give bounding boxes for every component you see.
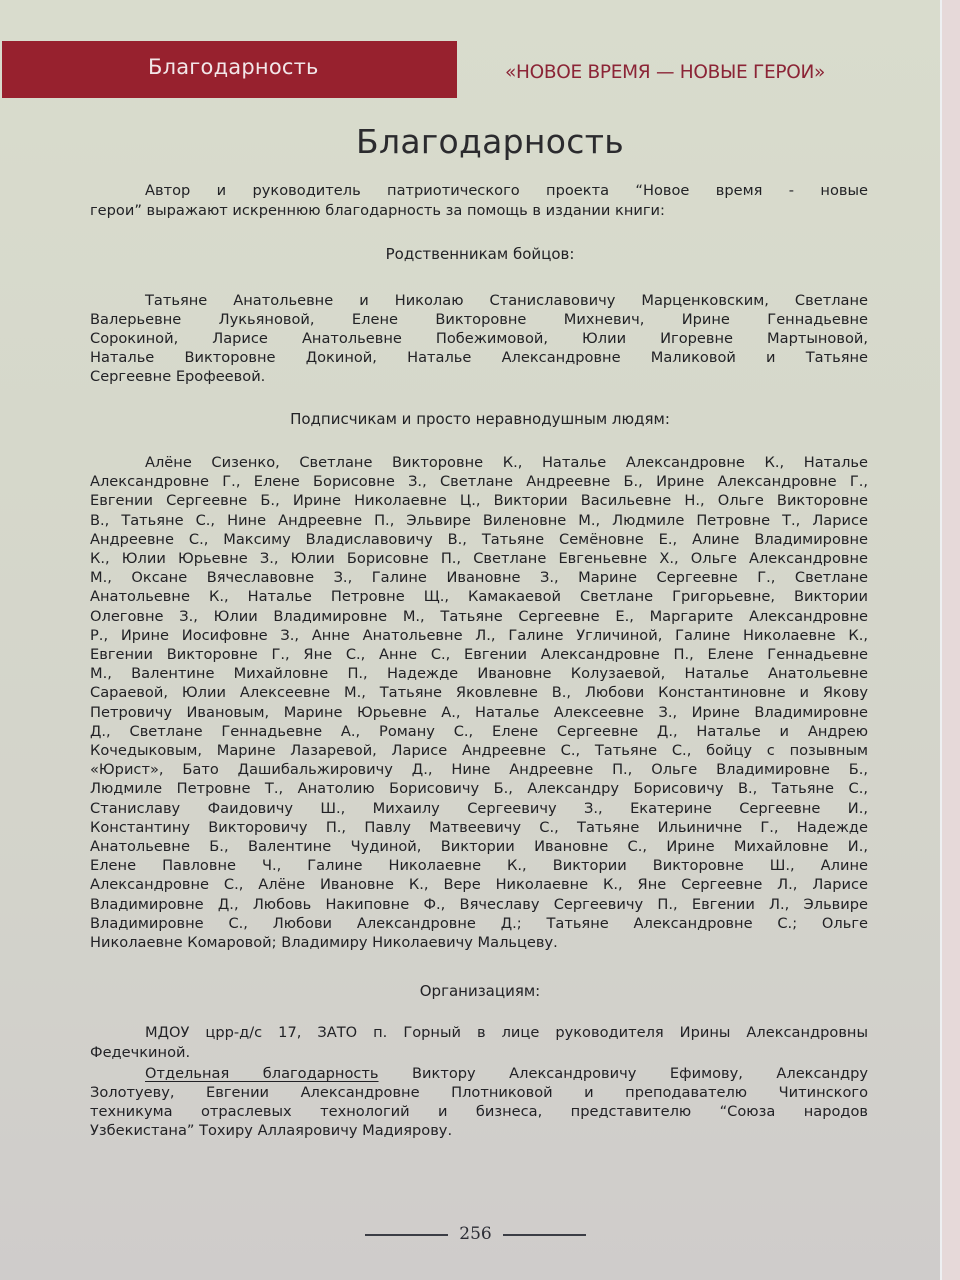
section-heading-subscribers: Подписчикам и просто неравнодушным людям: xyxy=(290,410,670,428)
text-line: Узбекистана” Тохиру Аллаяровичу Мадиярову. xyxy=(90,1122,453,1139)
text-line: Евгении Сергеевне Б., Ирине Николаевне Ц., Виктории Васильевне Н., Ольге Викторовне xyxy=(90,492,868,510)
intro-line: герои” выражают искреннюю благодарность за помощь в издании книги: xyxy=(90,202,665,219)
text-line: Кочедыковым, Марине Лазаревой, Ларисе Андреевне С., Татьяне С., бойцу с позывным xyxy=(90,742,868,759)
text-line: Александровне С., Алёне Ивановне К., Вере Николаевне К., Яне Сергеевне Л., Ларисе xyxy=(90,876,868,894)
series-title: «НОВОЕ ВРЕМЯ — НОВЫЕ ГЕРОИ» xyxy=(505,62,826,83)
text-line: Сараевой, Юлии Алексеевне М., Татьяне Яковлевне В., Любови Константиновне и Якову xyxy=(90,684,868,702)
text-line: Алёне Сизенко, Светлане Викторовне К., Наталье Александровне К., Наталье xyxy=(145,454,868,471)
intro-line: Автор и руководитель патриотического проекта “Новое время - новые xyxy=(145,182,868,199)
text-line: Олеговне З., Юлии Владимировне М., Татьяне Сергеевне Е., Маргарите Александровне xyxy=(90,607,868,625)
text-line: Сорокиной, Ларисе Анатольевне Побежимовой, Юлии Игоревне Мартыновой, xyxy=(90,330,868,347)
special-thanks-first-line xyxy=(145,1064,868,1083)
text-line: В., Татьяне С., Нине Андреевне П., Эльвире Виленовне М., Людмиле Петровне Т., Ларисе xyxy=(90,511,868,529)
text-line: Александровне Г., Елене Борисовне З., Светлане Андреевне Б., Ирине Александровне Г., xyxy=(90,473,868,491)
special-thanks-label: Отдельная благодарность xyxy=(145,1065,379,1082)
text-line: К., Юлии Юрьевне З., Юлии Борисовне П., Светлане Евгеньевне Х., Ольге Александровне xyxy=(90,550,868,567)
text-line: Людмиле Петровне Т., Анатолию Борисовичу Б., Александру Борисовичу В., Татьяне С., xyxy=(90,780,868,798)
text-line: Наталье Викторовне Докиной, Наталье Александровне Маликовой и Татьяне xyxy=(90,349,868,366)
text-line: М., Оксане Вячеславовне З., Галине Ивановне З., Марине Сергеевне Г., Светлане xyxy=(90,569,868,587)
section-heading-relatives: Родственникам бойцов: xyxy=(385,245,575,263)
text-line: Владимировне С., Любови Александровне Д.; Татьяне Александровне С.; Ольге xyxy=(90,914,868,932)
text-line: Евгении Викторовне Г., Яне С., Анне С., Евгении Александровне П., Елене Геннадьевне xyxy=(90,646,868,663)
text-line: Р., Ирине Иосифовне З., Анне Анатольевне Л., Галине Угличиной, Галине Николаевне К., xyxy=(90,626,868,644)
special-thanks-text: Виктору Александровичу Ефимову, Александру xyxy=(412,1065,868,1082)
text-line: Константину Викторовичу П., Павлу Матвеевичу С., Татьяне Ильиничне Г., Надежде xyxy=(90,818,868,836)
text-line: Сергеевне Ерофеевой. xyxy=(90,368,266,385)
text-line: «Юрист», Бато Дашибальжировичу Д., Нине Андреевне П., Ольге Владимировне Б., xyxy=(90,761,868,779)
org-line: МДОУ црр-д/с 17, ЗАТО п. Горный в лице руководителя Ирины Александровны xyxy=(145,1024,868,1041)
text-line: Золотуеву, Евгении Александровне Плотниковой и преподавателю Читинского xyxy=(90,1084,868,1101)
text-line: Елене Павловне Ч., Галине Николаевне К., Виктории Викторовне Ш., Алине xyxy=(90,857,868,875)
text-line: Станиславу Фаидовичу Ш., Михаилу Сергеевичу З., Екатерине Сергеевне И., xyxy=(90,799,868,817)
text-line: Петровичу Ивановым, Марине Юрьевне А., Наталье Алексеевне З., Ирине Владимировне xyxy=(90,703,868,721)
text-line: Д., Светлане Геннадьевне А., Роману С., Елене Сергеевне Д., Наталье и Андрею xyxy=(90,722,868,740)
text-line: Николаевне Комаровой; Владимиру Николаевичу Мальцеву. xyxy=(90,934,558,951)
text-line: техникума отраслевых технологий и бизнеса, представителю “Союза народов xyxy=(90,1103,868,1120)
text-line: Татьяне Анатольевне и Николаю Станиславовичу Марценковским, Светлане xyxy=(145,292,868,309)
footer-rule-right xyxy=(503,1234,586,1236)
page-title: Благодарность xyxy=(356,122,624,161)
text-line: Андреевне С., Максиму Владиславовичу В., Татьяне Семёновне Е., Алине Владимировне xyxy=(90,530,868,548)
text-line: Анатольевне Б., Валентине Чудиной, Виктории Ивановне С., Ирине Михайловне И., xyxy=(90,838,868,855)
section-heading-organizations: Организациям: xyxy=(419,982,541,1000)
org-line: Федечкиной. xyxy=(90,1044,191,1061)
text-line: Валерьевне Лукьяновой, Елене Викторовне Михневич, Ирине Геннадьевне xyxy=(90,311,868,328)
text-line: Владимировне Д., Любовь Накиповне Ф., Вячеславу Сергеевичу П., Евгении Л., Эльвире xyxy=(90,895,868,913)
section-label: Благодарность xyxy=(148,55,319,79)
page-number: 256 xyxy=(459,1224,492,1244)
text-line: Анатольевне К., Наталье Петровне Щ., Камакаевой Светлане Григорьевне, Виктории xyxy=(90,588,868,606)
footer-rule-left xyxy=(365,1234,448,1236)
page-footer xyxy=(0,1224,960,1246)
text-line: М., Валентине Михайловне П., Надежде Ивановне Колузаевой, Наталье Анатольевне xyxy=(90,665,868,683)
